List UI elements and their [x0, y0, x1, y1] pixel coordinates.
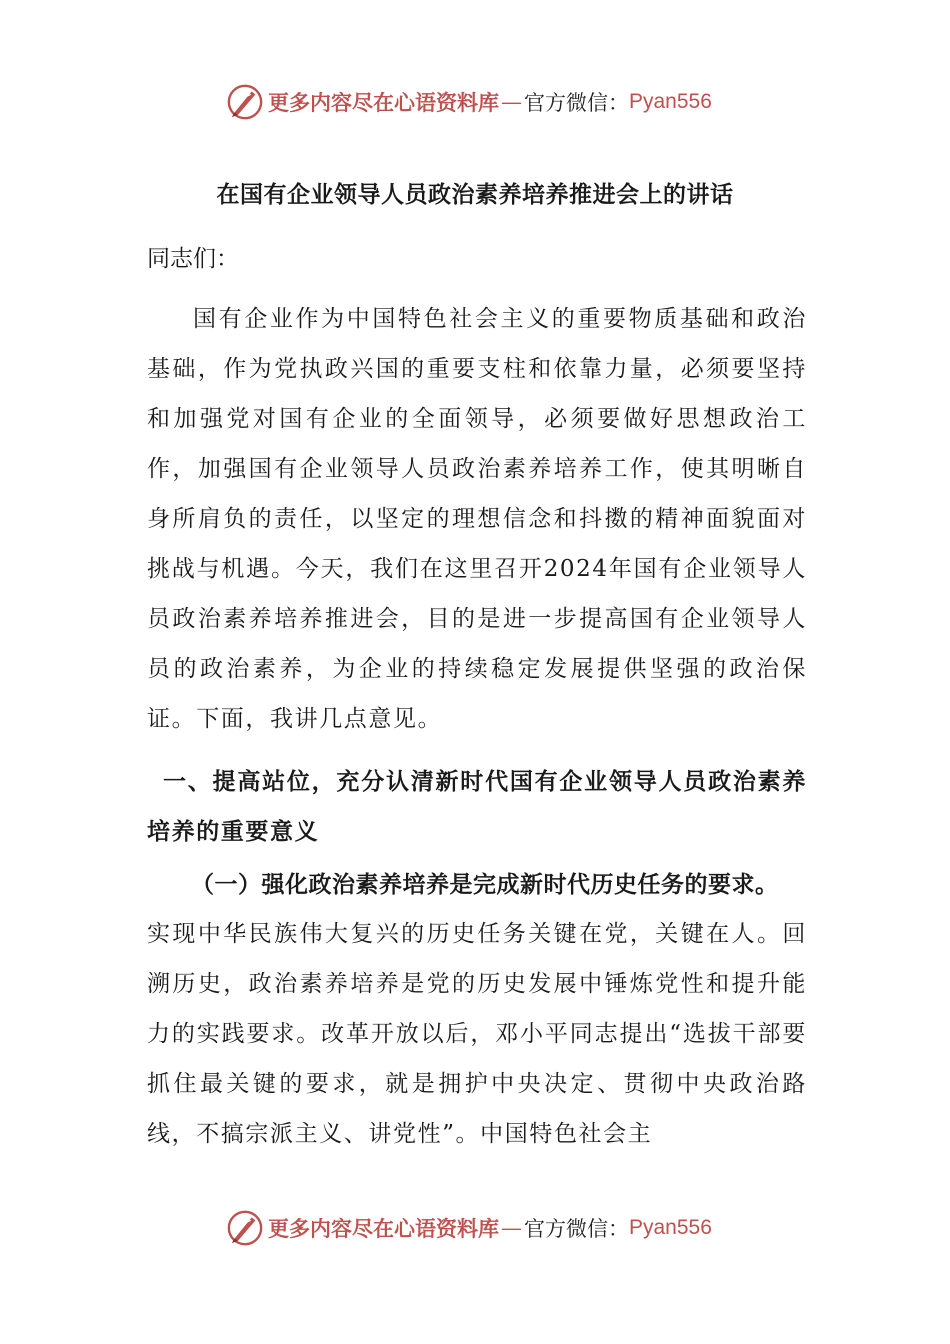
subsection-paragraph: 实现中华民族伟大复兴的历史任务关键在党，关键在人。回溯历史，政治素养培养是党的历史发展中锤炼党性和提升能力的实践要求。改革开放以后，邓小平同志提出“选拔干部要抓住最关键的要求，就是拥护中央决定、贯彻中央政治路线，不搞宗派主义、讲党性”。中国特色社会主 [147, 921, 807, 1147]
banner-brand-text: 更多内容尽在心语资料库 [268, 1216, 499, 1241]
section-heading-text: 一、提高站位，充分认清新时代国有企业领导人员政治素养培养的重要意义 [147, 768, 807, 845]
document-title: 在国有企业领导人员政治素养培养推进会上的讲话 [216, 181, 734, 208]
header-banner [226, 82, 712, 122]
greeting: 同志们： [147, 246, 239, 272]
quill-pen-logo-icon [226, 83, 264, 121]
subsection-heading: （一）强化政治素养培养是完成新时代历史任务的要求。 [191, 871, 779, 898]
banner-brand-text: 更多内容尽在心语资料库 [268, 90, 499, 115]
banner-official-label: 官方微信： [524, 91, 629, 115]
quill-pen-logo-icon [226, 1209, 264, 1247]
banner-dash: — [501, 1216, 522, 1240]
section-heading [147, 757, 807, 857]
intro-paragraph: 国有企业作为中国特色社会主义的重要物质基础和政治基础，作为党执政兴国的重要支柱和依靠力量，必须要坚持和加强党对国有企业的全面领导，必须要做好思想政治工作，加强国有企业领导人员政治素养培养工作，使其明晰自身所肩负的责任，以坚定的理想信念和抖擞的精神面貌面对挑战与机遇。今天，我们在这里召开2024年国有企业领导人员政治素养培养推进会，目的是进一步提高国有企业领导人员的政治素养，为企业的持续稳定发展提供坚强的政治保证。下面，我讲几点意见。 [147, 306, 807, 732]
banner-dash: — [501, 90, 522, 114]
banner-official-label: 官方微信： [524, 1217, 629, 1241]
banner-wechat-id: Pyan556 [629, 1216, 712, 1239]
banner-wechat-id: Pyan556 [629, 90, 712, 113]
footer-banner [226, 1208, 712, 1248]
